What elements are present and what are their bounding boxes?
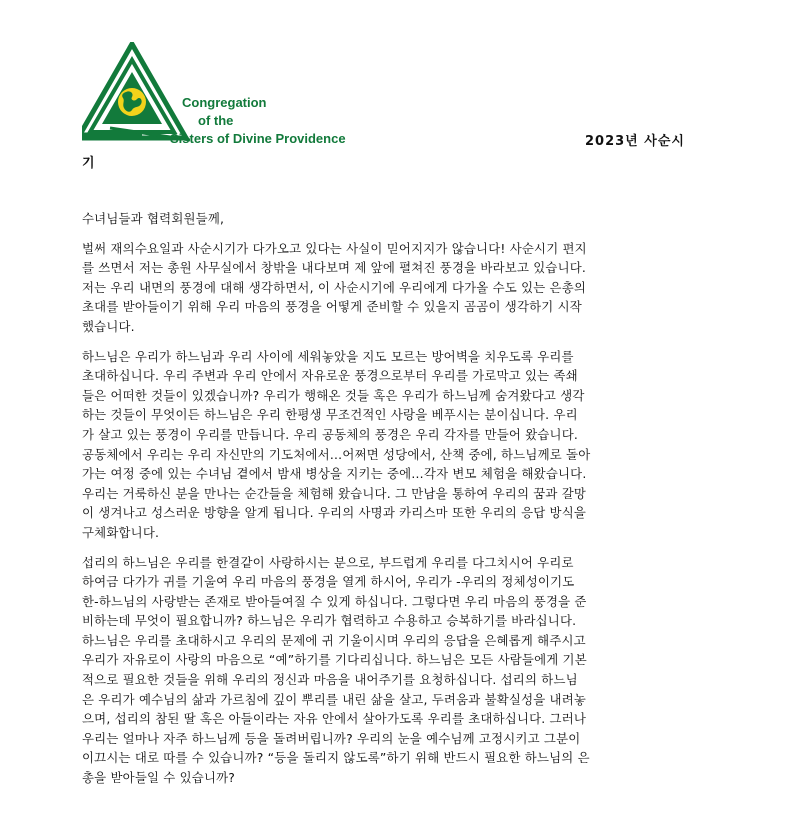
text-line: 으며, 섭리의 참된 딸 혹은 아들이라는 자유 안에서 살아가도록 우리를 초대하십니다. 그러나 (82, 711, 587, 727)
text-line: 우리는 얼마나 자주 하느님께 등을 돌려버립니까? 우리의 눈을 예수님께 고정시키고 그분이 (82, 730, 581, 746)
org-name-line3: Sisters of Divine Providence (170, 131, 346, 146)
org-name (170, 94, 346, 148)
text-line: 하느님은 우리가 하느님과 우리 사이에 세워놓았을 지도 모르는 방어벽을 치우도록 우리를 (82, 348, 574, 364)
text-line: 들은 어떠한 것들이 있겠습니까? 우리가 행해온 것들 혹은 우리가 하느님께 숨겨왔다고 생각 (82, 387, 585, 403)
text-line: 벌써 재의수요일과 사순시기가 다가오고 있다는 사실이 믿어지지가 않습니다! 사순시기 편지 (82, 240, 587, 256)
text-line: 이 생겨나고 성스러운 방향을 알게 됩니다. 우리의 사명과 카리스마 또한 우리의 응답 방식을 (82, 505, 587, 521)
text-line: 초대를 받아들이기 위해 우리 마음의 풍경을 어떻게 준비할 수 있을지 곰곰이 생각하기 시작 (82, 299, 582, 315)
salutation: 수녀님들과 협력회원들께, (82, 211, 225, 226)
text-line: 비하는데 무엇이 필요합니까? 하느님은 우리가 협력하고 수용하고 승복하기를 바라십니다. (82, 613, 577, 629)
text-line: 적으로 필요한 것들을 위해 우리의 정신과 마음을 내어주기를 요청하십니다. 섭리의 하느님 (82, 672, 578, 688)
letter-body (82, 209, 708, 798)
org-name-line2: of the (198, 113, 234, 128)
text-line: 섭리의 하느님은 우리를 한결같이 사랑하시는 분으로, 부드럽게 우리를 다그치시어 우리로 (82, 554, 574, 570)
document-title: 2023년 사순시 (585, 134, 685, 149)
text-line: 저는 우리 내면의 풍경에 대해 생각하면서, 이 사순시기에 우리에게 다가올 수도 있는 은총의 (82, 279, 587, 295)
text-line: 은 우리가 예수님의 삶과 가르침에 깊이 뿌리를 내린 삶을 살고, 두려움과 불확실성을 내려놓 (82, 691, 587, 707)
text-line: 공동체에서 우리는 우리 자신만의 기도처에서…어쩌면 성당에서, 산책 중에, 하느님께로 돌아 (82, 446, 591, 462)
text-line: 를 쓰면서 저는 총원 사무실에서 창밖을 내다보며 제 앞에 펼쳐진 풍경을 바라보고 있습니다. (82, 260, 587, 276)
text-line: 우리는 거룩하신 분을 만나는 순간들을 체험해 왔습니다. 그 만남을 통하여 우리의 꿈과 갈망 (82, 485, 587, 501)
text-line: 가 살고 있는 풍경이 우리를 만듭니다. 우리 공동체의 풍경은 우리 각자를 만들어 왔습니다. (82, 426, 579, 442)
paragraph (82, 553, 708, 788)
text-line: 가는 여정 중에 있는 수녀님 곁에서 밤새 병상을 지키는 중에…각자 변모 체험을 해왔습니다. (82, 466, 587, 482)
text-line: 하여금 다가가 귀를 기울여 우리 마음의 풍경을 열게 하시어, 우리가 -우리의 정체성이기도 (82, 574, 575, 590)
paragraph (82, 239, 708, 337)
text-line: 초대하십니다. 우리 주변과 우리 안에서 자유로운 풍경으로부터 우리를 가로막고 있는 족쇄 (82, 368, 578, 384)
text-line: 우리가 자유로이 사랑의 마음으로 “예”하기를 기다리십니다. 하느님은 모든 사람들에게 기본 (82, 652, 587, 668)
congregation-logo (82, 42, 352, 150)
text-line: 구체화합니다. (82, 524, 160, 540)
text-line: 이끄시는 대로 따를 수 있습니까? “등을 돌리지 않도록”하기 위해 반드시 필요한 하느님의 은 (82, 750, 590, 766)
org-name-line1: Congregation (182, 95, 267, 110)
text-line: 총을 받아들일 수 있습니까? (82, 770, 236, 786)
document-title-continuation: 기 (82, 156, 95, 171)
text-line: 한-하느님의 사랑받는 존재로 받아들여질 수 있게 하십니다. 그렇다면 우리 마음의 풍경을 준 (82, 593, 587, 609)
text-line: 하느님은 우리를 초대하시고 우리의 문제에 귀 기울이시며 우리의 응답을 은혜롭게 해주시고 (82, 632, 586, 648)
text-line: 했습니다. (82, 318, 135, 334)
text-line: 하는 것들이 무엇이든 하느님은 우리 한평생 무조건적인 사랑을 베푸시는 분이십니다. 우리 (82, 407, 578, 423)
paragraph (82, 347, 708, 543)
